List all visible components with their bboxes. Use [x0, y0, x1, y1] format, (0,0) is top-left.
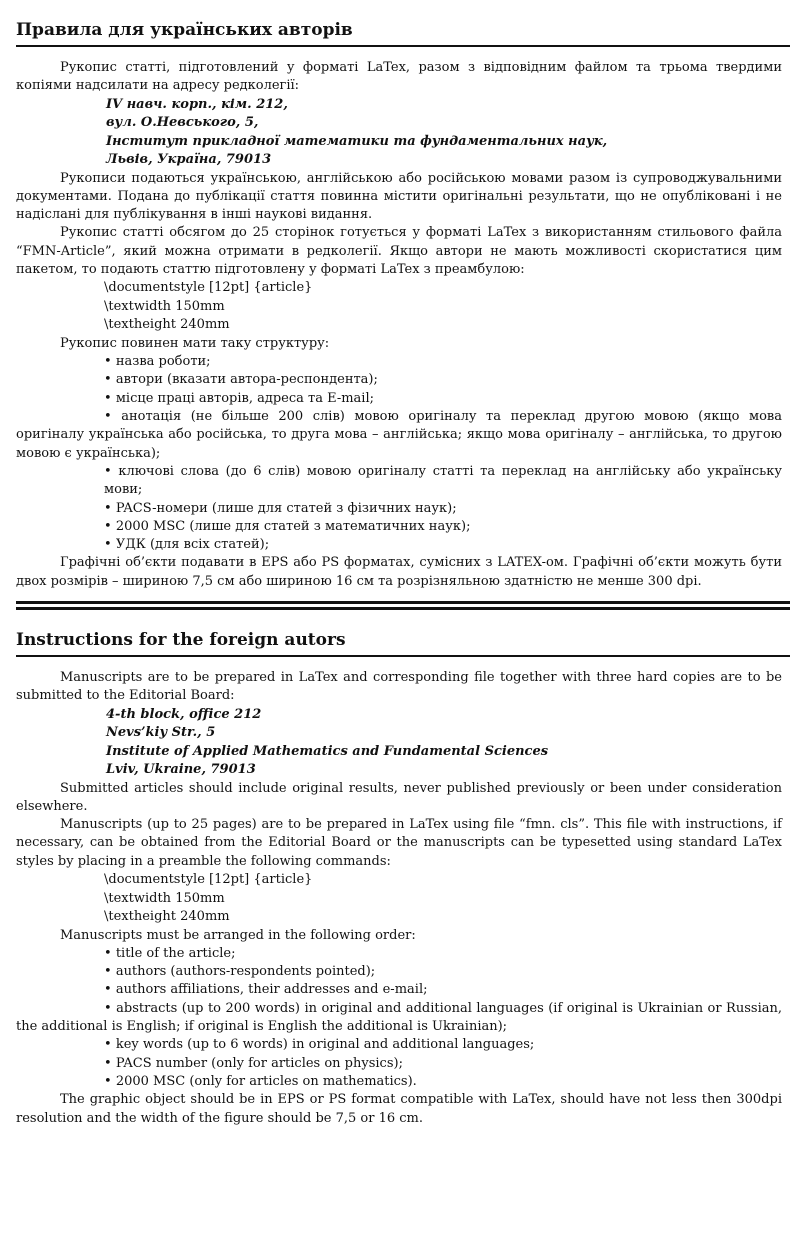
uk-list-item: • PACS-номери (лише для статей з фізичних наук);: [16, 500, 782, 518]
uk-list-item: • анотація (не більше 200 слів) мовою оригіналу та переклад другою мовою (якщо мова оригіналу українська або російська, то друга мова – англійська; якщо мова оригіналу – англійська, то другою мовою є українська);: [16, 408, 782, 463]
uk-address-line: вул. О.Невського, 5,: [106, 115, 259, 131]
uk-list-item: • ключові слова (до 6 слів) мовою оригіналу статті та переклад на англійську або українську мови;: [16, 463, 782, 500]
en-structure-intro: Manuscripts must be arranged in the following order:: [60, 927, 416, 943]
en-code-line: \textheight 240mm: [104, 909, 230, 925]
english-section: [16, 624, 790, 1128]
uk-address-line: Львів, Україна, 79013: [106, 152, 272, 168]
heading-rule: [16, 45, 790, 47]
en-address-line: Institute of Applied Mathematics and Fundamental Sciences: [106, 743, 549, 759]
uk-paragraph-graphics: Графічні об’єкти подавати в EPS або PS форматах, сумісних з LATEX-ом. Графічні об’єкти можуть бути двох розмірів – шириною 7,5 см або шириною 16 см та розрізняльною здатністю не менше 300 dpi.: [16, 555, 782, 589]
en-paragraph-graphics: The graphic object should be in EPS or PS format compatible with LaTex, should have not less then 300dpi resolution and the width of the figure should be 7,5 or 16 cm.: [16, 1092, 782, 1126]
uk-latex-preamble: [16, 279, 782, 335]
en-address-line: 4-th block, office 212: [106, 706, 262, 722]
uk-paragraph-submission: Рукопис статті, підготовлений у форматі LaTex, разом з відповідним файлом та трьома твердими копіями надсилати на адресу редколегії:: [16, 60, 782, 94]
uk-paragraph-format: Рукопис статті обсягом до 25 сторінок готується у форматі LaTex з використанням стильового файла “FMN-Article”, який можна отримати в редколегії. Якщо автори не мають можливості скористатися цим пакетом, то подають статтю підготовлену у форматі LaTex з преамбулою:: [16, 225, 782, 278]
uk-list-item: • 2000 MSC (лише для статей з математичних наук);: [16, 518, 782, 536]
en-list-item: • PACS number (only for articles on physics);: [16, 1055, 782, 1073]
en-address-line: Nevs’kiy Str., 5: [106, 725, 216, 741]
en-paragraph-originality: Submitted articles should include original results, never published previously or been under consideration elsewhere.: [16, 780, 782, 814]
uk-code-line: \documentstyle [12pt] {article}: [104, 280, 313, 296]
uk-structure-intro: Рукопис повинен мати таку структуру:: [60, 335, 330, 351]
uk-address-line: IV навч. корп., кім. 212,: [106, 96, 288, 112]
uk-address: [16, 96, 782, 170]
en-address-line: Lviv, Ukraine, 79013: [106, 762, 256, 778]
ukrainian-section: [16, 14, 790, 610]
en-list-item: • 2000 MSC (only for articles on mathematics).: [16, 1073, 782, 1091]
section-separator: [16, 601, 790, 610]
en-list-item: • authors (authors-respondents pointed);: [16, 963, 782, 981]
uk-list-item: • автори (вказати автора-респондента);: [16, 371, 782, 389]
uk-list-item: • назва роботи;: [16, 353, 782, 371]
en-structure-list: [16, 945, 782, 1091]
uk-list-item: • УДК (для всіх статей);: [16, 536, 782, 554]
en-list-item: • authors affiliations, their addresses and e-mail;: [16, 981, 782, 999]
en-latex-preamble: [16, 871, 782, 927]
en-list-item: • abstracts (up to 200 words) in original and additional languages (if original is Ukrainian or Russian, the additional is English; if original is English the additional is Ukrainian);: [16, 1000, 782, 1037]
en-paragraph-format: Manuscripts (up to 25 pages) are to be prepared in LaTex using file “fmn. cls”. This file with instructions, if necessary, can be obtained from the Editorial Board or the manuscripts can be typesetted using standard LaTex styles by placing in a preamble the following commands:: [16, 817, 782, 869]
english-heading: Instructions for the foreign autors: [16, 630, 346, 650]
uk-code-line: \textheight 240mm: [104, 317, 230, 333]
uk-address-line: Інститут прикладної математики та фундаментальних наук,: [106, 133, 608, 149]
en-list-item: • key words (up to 6 words) in original and additional languages;: [16, 1036, 782, 1054]
uk-list-item: • місце праці авторів, адреса та E-mail;: [16, 390, 782, 408]
ukrainian-body: [16, 59, 790, 591]
en-paragraph-submission: Manuscripts are to be prepared in LaTex and corresponding file together with three hard copies are to be submitted to the Editorial Board:: [16, 670, 782, 704]
heading-rule: [16, 655, 790, 657]
english-body: [16, 669, 790, 1128]
en-code-line: \documentstyle [12pt] {article}: [104, 872, 313, 888]
uk-paragraph-languages: Рукописи подаються українською, англійською або російською мовами разом із супроводжувальними документами. Подана до публікації стаття повинна містити оригінальні результати, що не опубліковані і не надіслані для публікування в інші наукові видання.: [16, 170, 782, 223]
uk-code-line: \textwidth 150mm: [104, 298, 225, 314]
en-list-item: • title of the article;: [16, 945, 782, 963]
en-address: [16, 706, 782, 780]
ukrainian-heading: Правила для українських авторів: [16, 20, 353, 40]
uk-structure-list: [16, 353, 782, 554]
en-code-line: \textwidth 150mm: [104, 890, 225, 906]
